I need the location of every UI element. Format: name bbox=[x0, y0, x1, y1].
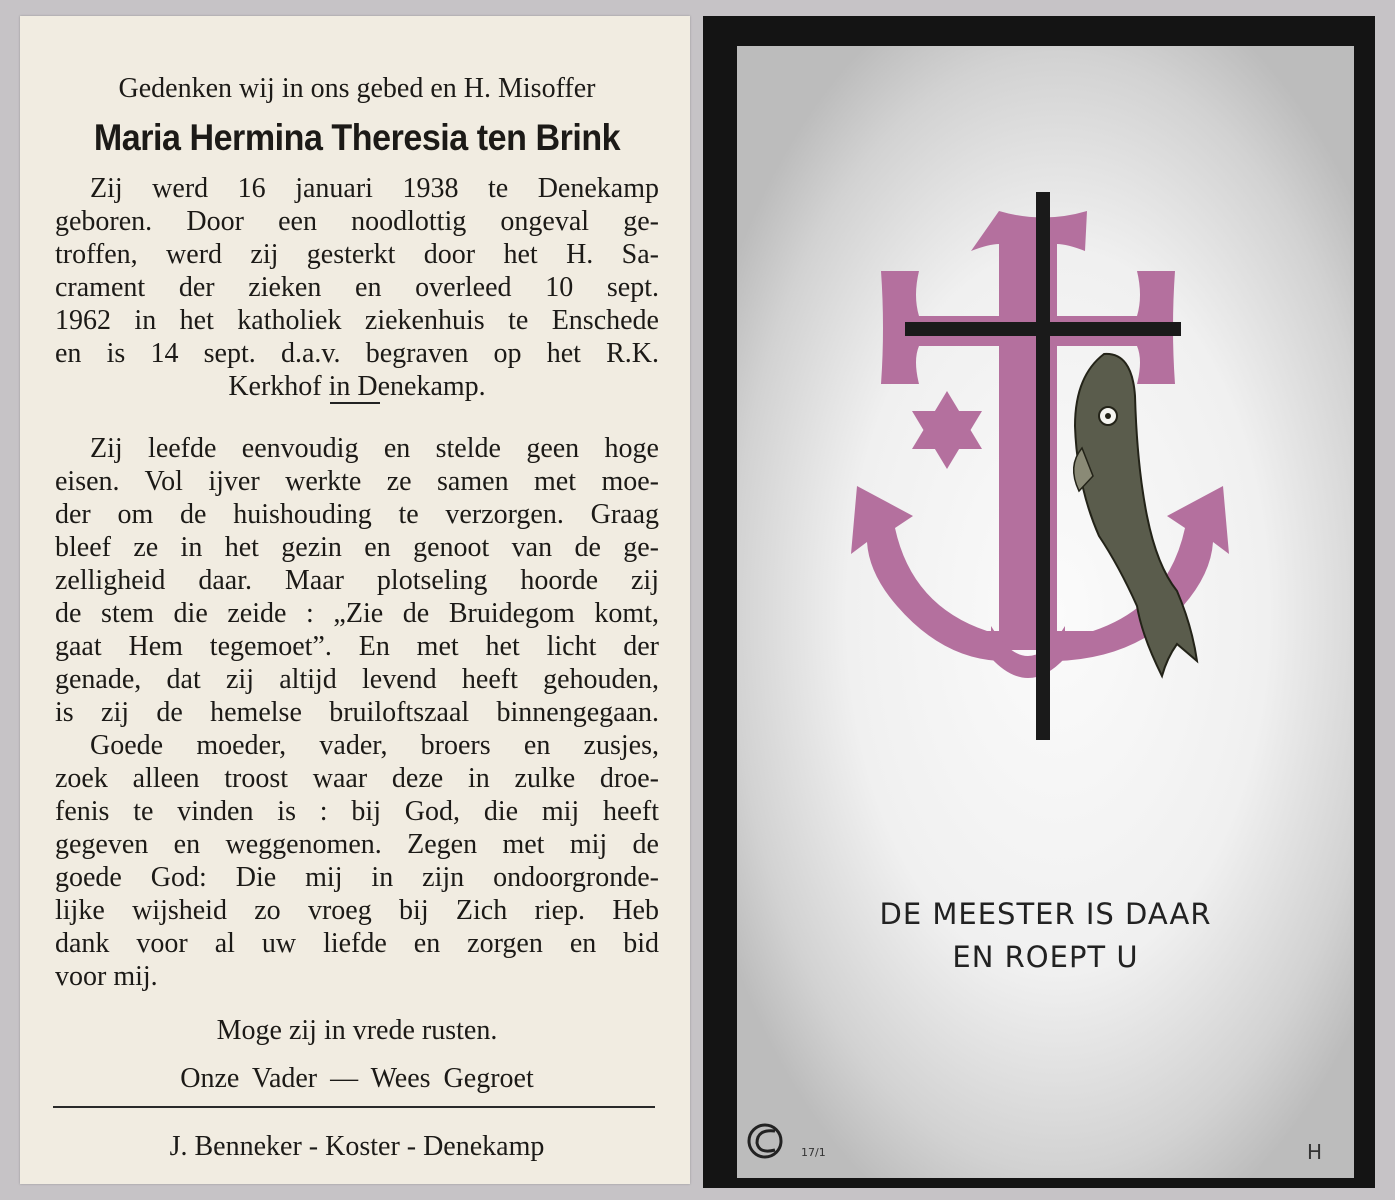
text-line: Zij leefde eenvoudig en stelde geen hoge bbox=[90, 433, 659, 464]
text-line: zelligheid daar. Maar plotseling hoorde zij bbox=[55, 565, 659, 596]
prayer-card-image-side bbox=[703, 16, 1375, 1188]
printer-mark-icon bbox=[749, 1125, 781, 1157]
prayers-line: Onze Vader — Wees Gegroet bbox=[180, 1063, 534, 1094]
bio-line: en is 14 sept. d.a.v. begraven op het R.K. bbox=[55, 338, 659, 369]
text-line: Goede moeder, vader, broers en zusjes, bbox=[90, 730, 659, 761]
text-line: gegeven en weggenomen. Zegen met mij de bbox=[55, 829, 659, 860]
rest-in-peace: Moge zij in vrede rusten. bbox=[216, 1015, 498, 1046]
text-line: bleef ze in het gezin en genoot van de ge- bbox=[55, 532, 659, 563]
text-line: fenis te vinden is : bij God, die mij heeft bbox=[55, 796, 659, 827]
text-line: genade, dat zij altijd levend heeft gehouden, bbox=[55, 664, 659, 695]
image-card bbox=[737, 46, 1354, 1178]
text-line: gaat Hem tegemoet”. En met het licht der bbox=[55, 631, 659, 662]
anchor-illustration bbox=[737, 46, 1354, 1178]
opening-line: Gedenken wij in ons gebed en H. Misoffer bbox=[118, 73, 596, 104]
text-line: der om de huishouding te verzorgen. Graag bbox=[55, 499, 659, 530]
bio-line: 1962 in het katholiek ziekenhuis te Enschede bbox=[55, 305, 659, 336]
text-line: goede God: Die mij in zijn ondoorgronde- bbox=[55, 862, 659, 893]
bio-line: geboren. Door een noodlottig ongeval ge- bbox=[55, 206, 659, 237]
star-of-david-icon bbox=[912, 391, 982, 469]
text-line: de stem die zeide : „Zie de Bruidegom komt, bbox=[55, 598, 659, 629]
deceased-name: Maria Hermina Theresia ten Brink bbox=[93, 117, 621, 158]
bio-line: crament der zieken en overleed 10 sept. bbox=[55, 272, 659, 303]
text-line: dank voor al uw liefde en zorgen en bid bbox=[55, 928, 659, 959]
text-line: eisen. Vol ijver werkte ze samen met moe- bbox=[55, 466, 659, 497]
print-number: 17/1 bbox=[801, 1146, 826, 1159]
text-line: is zij de hemelse bruiloftszaal binnengegaan. bbox=[55, 697, 659, 728]
text-line: voor mij. bbox=[55, 961, 158, 992]
text-line: lijke wijsheid zo vroeg bij Zich riep. Heb bbox=[55, 895, 659, 926]
short-divider bbox=[330, 402, 380, 404]
prayer-card-text-side bbox=[20, 16, 690, 1184]
bio-line: Zij werd 16 januari 1938 te Denekamp bbox=[90, 173, 659, 204]
motto-line-2: EN ROEPT U bbox=[952, 940, 1139, 974]
text-line: zoek alleen troost waar deze in zulke droe- bbox=[55, 763, 659, 794]
monogram-mark: H bbox=[1307, 1140, 1323, 1164]
bio-line: Kerkhof in Denekamp. bbox=[228, 371, 486, 402]
bio-line: troffen, werd zij gesterkt door het H. Sa- bbox=[55, 239, 659, 270]
footer-rule bbox=[53, 1106, 655, 1108]
printer-footer: J. Benneker - Koster - Denekamp bbox=[169, 1131, 545, 1162]
motto-line-1: DE MEESTER IS DAAR bbox=[879, 897, 1212, 931]
